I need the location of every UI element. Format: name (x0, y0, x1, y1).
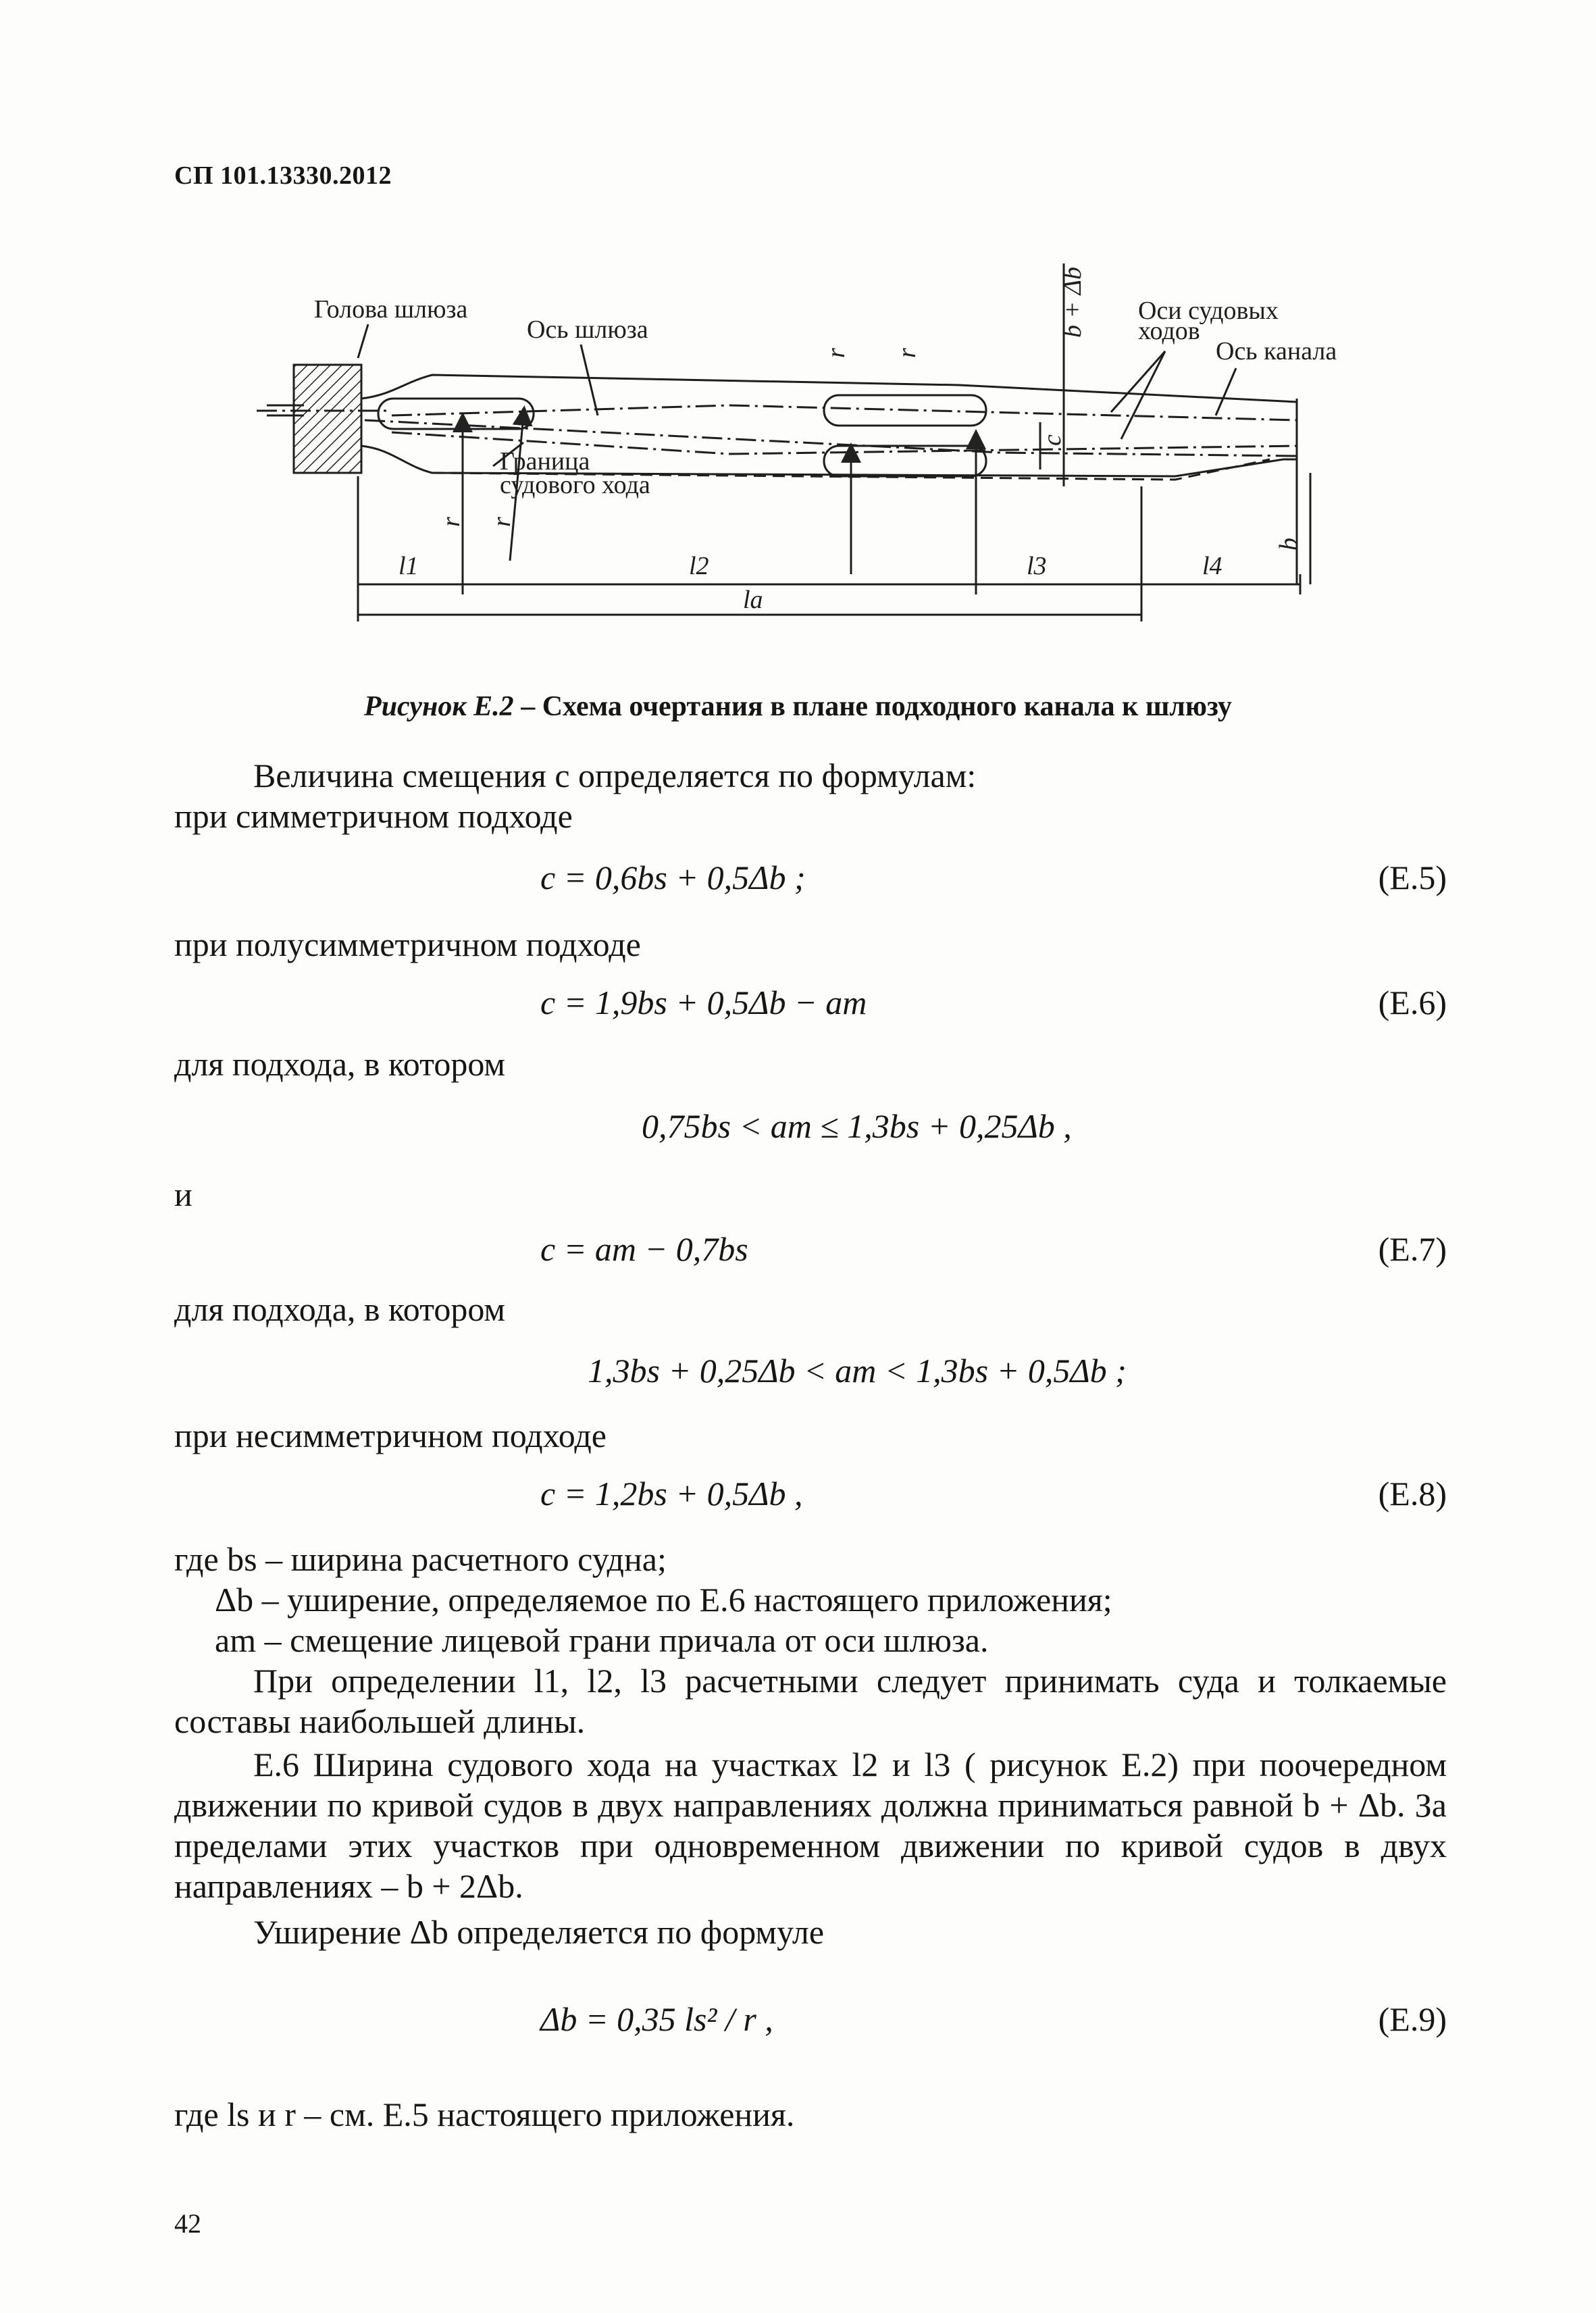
and-text: и (174, 1175, 192, 1213)
formula-e5: c = 0,6bs + 0,5Δb ; (540, 859, 806, 896)
paragraph-l-line-2: составы наибольшей длины. (174, 1702, 586, 1740)
formula-e6: c = 1,9bs + 0,5Δb − am (540, 984, 867, 1021)
formula-e8-number: (Е.8) (1378, 1475, 1447, 1513)
formula-e9-number: (Е.9) (1378, 2000, 1447, 2038)
page-number: 42 (174, 2208, 201, 2239)
label-r-4: r (893, 348, 921, 358)
where-bs: где bs – ширина расчетного судна; (174, 1540, 667, 1578)
condition-2: 1,3bs + 0,25Δb < am < 1,3bs + 0,5Δb ; (588, 1352, 1127, 1390)
formula-e7: c = am − 0,7bs (540, 1230, 748, 1268)
formula-e8: c = 1,2bs + 0,5Δb , (540, 1475, 803, 1513)
case-symmetric: при симметричном подходе (174, 797, 573, 835)
label-boundary-2: судового хода (500, 471, 650, 499)
ship-axis-upper (392, 405, 1297, 420)
figure-title: – Схема очертания в плане подходного канала к шлюзу (513, 691, 1232, 722)
label-lock-head: Голова шлюза (314, 295, 468, 324)
label-c: c (1038, 434, 1066, 446)
formula-e5-number: (Е.5) (1378, 859, 1447, 896)
label-b-db: b + Δb (1058, 267, 1087, 338)
where-db: Δb – уширение, определяемое по Е.6 настоящего приложения; (215, 1581, 1112, 1619)
approach-canal-diagram (257, 243, 1378, 662)
label-ship-axes-2: ходов (1138, 317, 1200, 345)
label-boundary: Граница (500, 447, 590, 476)
paragraph-l-line-1: При определении l1, l2, l3 расчетными следует принимать суда и толкаемые (253, 1662, 1447, 1700)
label-la: la (743, 586, 763, 614)
document-code: СП 101.13330.2012 (174, 161, 392, 190)
where-am: am – смещение лицевой грани причала от оси шлюза. (215, 1621, 989, 1659)
e6-line-1: Е.6 Ширина судового хода на участках l2 и l3 ( рисунок Е.2) при поочередном (253, 1746, 1447, 1783)
label-b: b (1275, 538, 1303, 551)
widening-text: Уширение Δb определяется по формуле (253, 1913, 825, 1951)
case-asymmetric: при несимметричном подходе (174, 1417, 607, 1454)
condition-1: 0,75bs < am ≤ 1,3bs + 0,25Δb , (642, 1107, 1072, 1145)
label-r-2: r (488, 517, 516, 527)
formula-e7-number: (Е.7) (1378, 1230, 1447, 1268)
label-lock-axis: Ось шлюза (527, 315, 648, 344)
figure-ref: Рисунок Е.2 (364, 691, 514, 722)
intro-text: Величина смещения c определяется по формулам: (253, 757, 977, 794)
ship-1 (378, 399, 534, 429)
for-approach-2: для подхода, в котором (174, 1290, 506, 1328)
label-l2: l2 (689, 552, 709, 580)
formula-e6-number: (Е.6) (1378, 984, 1447, 1021)
label-l3: l3 (1027, 552, 1047, 580)
where-ls-r: где ls и r – см. Е.5 настоящего приложения. (174, 2095, 795, 2133)
label-l1: l1 (398, 552, 419, 580)
ship-3 (824, 446, 986, 476)
label-canal-axis: Ось канала (1216, 337, 1337, 365)
e6-line-4: направлениях – b + 2Δb. (174, 1867, 523, 1905)
e6-line-3: пределами этих участков при одновременном движении по кривой судов в двух (174, 1827, 1447, 1864)
case-semisymmetric: при полусимметричном подходе (174, 925, 641, 963)
label-ship-axes: Оси судовых (1138, 297, 1279, 325)
for-approach-1: для подхода, в котором (174, 1045, 506, 1083)
label-r-3: r (822, 348, 850, 358)
label-r-1: r (437, 517, 465, 527)
label-l4: l4 (1202, 552, 1222, 580)
figure-caption (0, 690, 1596, 723)
e6-line-2: движении по кривой судов в двух направлениях должна приниматься равной b + Δb. За (174, 1786, 1447, 1824)
formula-e9: Δb = 0,35 ls² / r , (540, 2000, 773, 2038)
lock-head-block (294, 365, 361, 473)
